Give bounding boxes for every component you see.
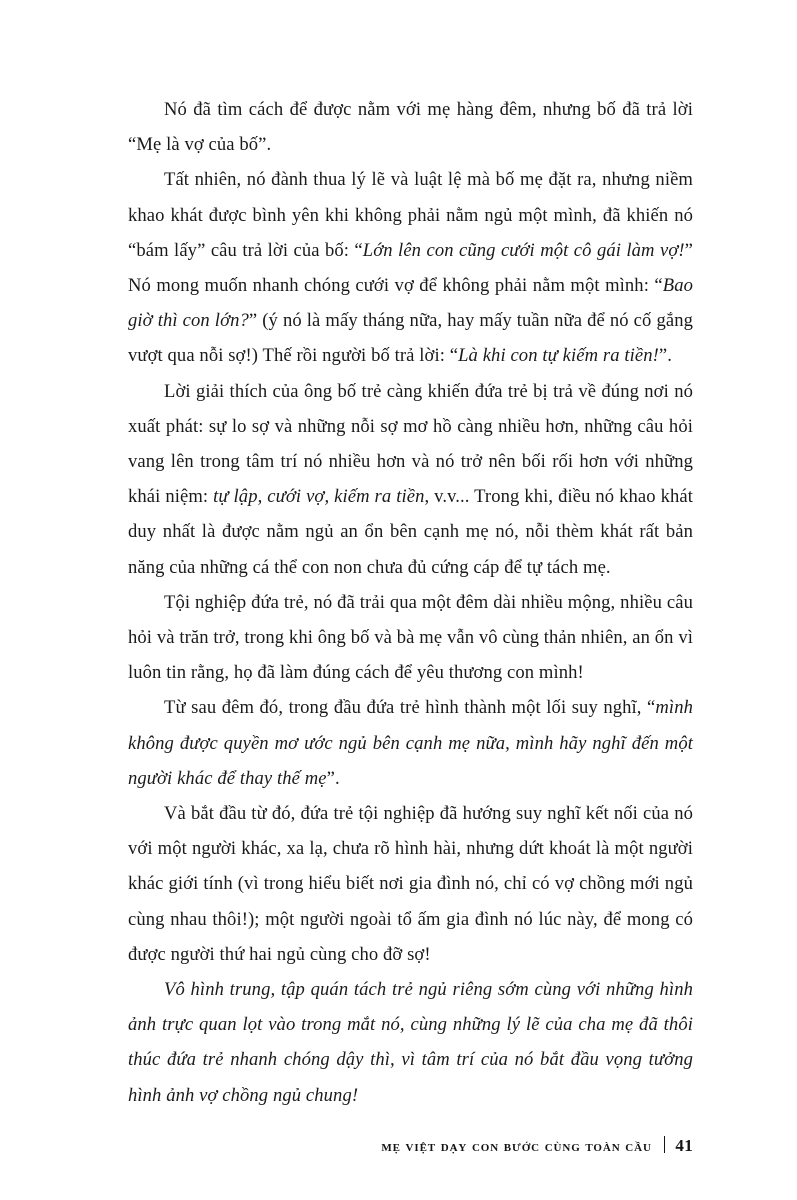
- plain-text: ” Nó mong muốn nhanh chóng cưới vợ để không phải nằm một mình: “: [128, 239, 694, 297]
- plain-text: Nó đã tìm cách để được nằm với mẹ hàng đêm, nhưng bố đã trả lời “Mẹ là vợ của bố”.: [128, 99, 693, 156]
- plain-text: Từ sau đêm đó, trong đầu đứa trẻ hình thành một lối suy nghĩ, “: [164, 697, 656, 719]
- emphasis-text: tự lập, cưới vợ, kiếm ra tiền: [213, 486, 425, 508]
- emphasis-text: Vô hình trung, tập quán tách trẻ ngủ riêng sớm cùng với những hình ảnh trực quan lọt vào trong mắt nó, cùng những lý lẽ của cha mẹ đã thôi thúc đứa trẻ nhanh chóng dậy thì, vì tâm trí của nó bắt đầu vọng tưởng hình ảnh vợ chồng ngủ chung!: [128, 979, 693, 1106]
- plain-text: , v.v... Trong khi, điều nó khao khát duy nhất là được nằm ngủ an ổn bên cạnh mẹ nó, nỗi thèm khát rất bản năng của những cá thể con non chưa đủ cứng cáp để tự tách mẹ.: [128, 486, 694, 578]
- paragraph: [128, 92, 693, 162]
- plain-text: Lời giải thích của ông bố trẻ càng khiến đứa trẻ bị trả về đúng nơi nó xuất phát: sự lo sợ và những nỗi sợ mơ hồ càng nhiều hơn, những câu hỏi vang lên trong tâm trí nó nhiều hơn và nó trở nên bối rối hơn với những khái niệm:: [128, 380, 693, 508]
- paragraph: [128, 162, 693, 373]
- plain-text: Và bắt đầu từ đó, đứa trẻ tội nghiệp đã hướng suy nghĩ kết nối của nó với một người khác, xa lạ, chưa rõ hình hài, nhưng dứt khoát là một người khác giới tính (vì trong hiểu biết nơi gia đình nó, chỉ có vợ chồng mới ngủ cùng nhau thôi!); một người ngoài tổ ấm gia đình nó lúc này, để mong có được người thứ hai ngủ cùng cho đỡ sợ!: [128, 803, 693, 965]
- page-body-text: [128, 92, 693, 1113]
- plain-text: Tội nghiệp đứa trẻ, nó đã trải qua một đêm dài nhiều mộng, nhiều câu hỏi và trăn trở, trong khi ông bố và bà mẹ vẫn vô cùng thản nhiên, an ổn vì luôn tin rằng, họ đã làm đúng cách để yêu thương con mình!: [128, 591, 693, 684]
- paragraph: [128, 972, 693, 1113]
- paragraph: [128, 796, 693, 972]
- footer-divider: [664, 1136, 666, 1153]
- paragraph: [128, 690, 693, 796]
- paragraph: [128, 585, 693, 691]
- emphasis-text: Bao giờ thì con lớn?: [128, 275, 693, 332]
- page-footer: [128, 1134, 693, 1156]
- footer-book-title: mẹ việt dạy con bước cùng toàn cầu: [381, 1138, 652, 1155]
- page-number: 41: [675, 1136, 693, 1155]
- plain-text: Tất nhiên, nó đành thua lý lẽ và luật lệ mà bố mẹ đặt ra, nhưng niềm khao khát được bình yên khi không phải nằm ngủ một mình, đã khiến nó “bám lấy” câu trả lời của bố: “: [128, 169, 693, 261]
- emphasis-text: mình không được quyền mơ ước ngủ bên cạnh mẹ nữa, mình hãy nghĩ đến một người khác để thay thế mẹ: [128, 697, 693, 789]
- paragraph: [128, 374, 693, 585]
- emphasis-text: Là khi con tự kiếm ra tiền!: [458, 345, 659, 367]
- emphasis-text: Lớn lên con cũng cưới một cô gái làm vợ!: [362, 239, 685, 261]
- plain-text: ”.: [658, 345, 673, 367]
- plain-text: ”.: [326, 767, 340, 789]
- plain-text: ” (ý nó là mấy tháng nữa, hay mấy tuần nữa để nó cố gắng vượt qua nỗi sợ!) Thế rồi người bố trả lời: “: [128, 310, 693, 367]
